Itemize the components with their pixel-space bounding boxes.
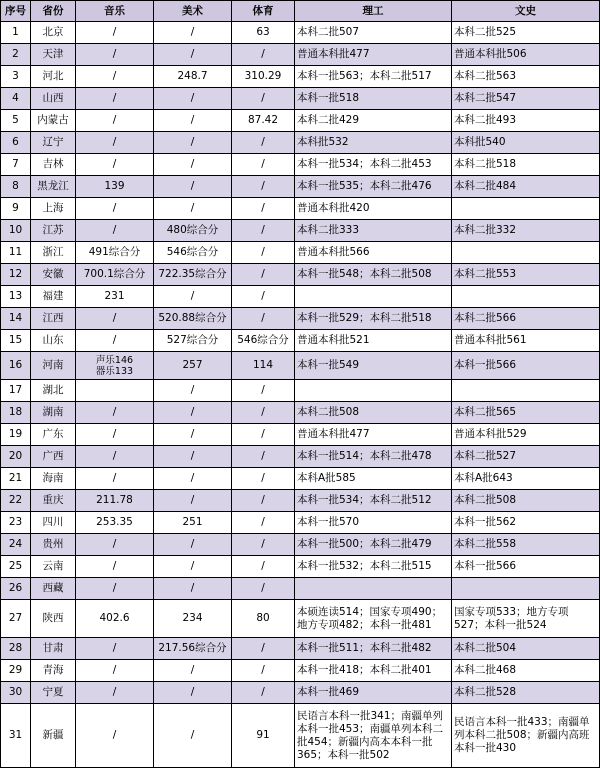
arts-cell: 本科一批562 [452, 512, 600, 534]
province-cell: 广东 [31, 424, 76, 446]
row-number: 1 [1, 22, 31, 44]
music-cell: / [76, 132, 154, 154]
pe-cell: / [232, 154, 295, 176]
province-cell: 四川 [31, 512, 76, 534]
science-cell: 本科一批535；本科二批476 [295, 176, 452, 198]
art-cell: / [154, 402, 232, 424]
row-number: 7 [1, 154, 31, 176]
table-row [1, 402, 600, 424]
province-cell: 海南 [31, 468, 76, 490]
arts-cell: 本科二批565 [452, 402, 600, 424]
arts-cell: 本科二批525 [452, 22, 600, 44]
arts-cell [452, 578, 600, 600]
pe-cell: / [232, 132, 295, 154]
province-cell: 内蒙古 [31, 110, 76, 132]
pe-cell: / [232, 660, 295, 682]
province-cell: 福建 [31, 286, 76, 308]
science-cell: 本科一批549 [295, 352, 452, 380]
table-row [1, 264, 600, 286]
table-row [1, 44, 600, 66]
music-cell: 211.78 [76, 490, 154, 512]
art-cell: 546综合分 [154, 242, 232, 264]
music-cell: / [76, 660, 154, 682]
science-cell: 本科一批469 [295, 682, 452, 704]
arts-cell: 本科二批493 [452, 110, 600, 132]
pe-cell: / [232, 638, 295, 660]
row-number: 19 [1, 424, 31, 446]
pe-cell: / [232, 308, 295, 330]
province-cell: 安徽 [31, 264, 76, 286]
table-row [1, 380, 600, 402]
science-cell: 本科二批429 [295, 110, 452, 132]
table-row [1, 352, 600, 380]
table-row [1, 22, 600, 44]
arts-cell: 本科二批563 [452, 66, 600, 88]
arts-cell [452, 286, 600, 308]
pe-cell: / [232, 198, 295, 220]
table-row [1, 424, 600, 446]
arts-cell: 本科二批504 [452, 638, 600, 660]
row-number: 22 [1, 490, 31, 512]
science-cell: 普通本科批521 [295, 330, 452, 352]
science-cell: 本科一批418；本科二批401 [295, 660, 452, 682]
row-number: 10 [1, 220, 31, 242]
arts-cell: 本科二批518 [452, 154, 600, 176]
province-cell: 黑龙江 [31, 176, 76, 198]
music-cell: / [76, 402, 154, 424]
header-music: 音乐 [76, 1, 154, 22]
province-cell: 辽宁 [31, 132, 76, 154]
header-pe: 体育 [232, 1, 295, 22]
province-cell: 吉林 [31, 154, 76, 176]
table-row [1, 660, 600, 682]
art-cell: / [154, 110, 232, 132]
art-cell: / [154, 286, 232, 308]
art-cell: / [154, 704, 232, 768]
pe-cell: / [232, 446, 295, 468]
music-cell: 139 [76, 176, 154, 198]
row-number: 15 [1, 330, 31, 352]
header-row [1, 1, 600, 22]
province-cell: 江苏 [31, 220, 76, 242]
pe-cell: / [232, 682, 295, 704]
table-row [1, 490, 600, 512]
arts-cell: 本科二批566 [452, 308, 600, 330]
science-cell: 本硕连读514；国家专项490；地方专项482；本科一批481 [295, 600, 452, 638]
music-cell [76, 380, 154, 402]
art-cell: / [154, 490, 232, 512]
province-cell: 甘肃 [31, 638, 76, 660]
music-cell: / [76, 424, 154, 446]
row-number: 14 [1, 308, 31, 330]
music-cell: / [76, 638, 154, 660]
province-cell: 西藏 [31, 578, 76, 600]
province-cell: 浙江 [31, 242, 76, 264]
music-cell: / [76, 682, 154, 704]
row-number: 31 [1, 704, 31, 768]
science-cell: 本科批532 [295, 132, 452, 154]
science-cell: 民语言本科一批341；南疆单列本科一批453；南疆单列本科二批454；新疆内高本本科一批365；本科一批502 [295, 704, 452, 768]
pe-cell: / [232, 424, 295, 446]
art-cell: / [154, 22, 232, 44]
pe-cell: / [232, 264, 295, 286]
row-number: 11 [1, 242, 31, 264]
table-row [1, 704, 600, 768]
art-cell: / [154, 556, 232, 578]
science-cell: 普通本科批477 [295, 44, 452, 66]
art-cell: / [154, 682, 232, 704]
science-cell: 本科二批507 [295, 22, 452, 44]
pe-cell: 114 [232, 352, 295, 380]
header-province: 省份 [31, 1, 76, 22]
music-cell: / [76, 22, 154, 44]
music-cell: / [76, 88, 154, 110]
art-cell: / [154, 578, 232, 600]
arts-cell: 本科一批566 [452, 556, 600, 578]
table-row [1, 176, 600, 198]
music-cell: 700.1综合分 [76, 264, 154, 286]
row-number: 13 [1, 286, 31, 308]
pe-cell: 87.42 [232, 110, 295, 132]
music-cell: / [76, 468, 154, 490]
art-cell: / [154, 534, 232, 556]
art-cell: 527综合分 [154, 330, 232, 352]
row-number: 6 [1, 132, 31, 154]
science-cell [295, 578, 452, 600]
art-cell: / [154, 446, 232, 468]
arts-cell: 本科二批527 [452, 446, 600, 468]
arts-cell [452, 242, 600, 264]
table-row [1, 242, 600, 264]
table-row [1, 534, 600, 556]
row-number: 9 [1, 198, 31, 220]
art-cell: 234 [154, 600, 232, 638]
table-row [1, 512, 600, 534]
pe-cell: / [232, 490, 295, 512]
music-cell: / [76, 446, 154, 468]
science-cell: 本科一批534；本科二批453 [295, 154, 452, 176]
music-cell: / [76, 154, 154, 176]
province-cell: 江西 [31, 308, 76, 330]
province-cell: 重庆 [31, 490, 76, 512]
music-cell: / [76, 534, 154, 556]
row-number: 8 [1, 176, 31, 198]
art-cell: / [154, 176, 232, 198]
arts-cell: 本科二批508 [452, 490, 600, 512]
arts-cell: 普通本科批506 [452, 44, 600, 66]
music-cell: / [76, 704, 154, 768]
arts-cell: 本科二批553 [452, 264, 600, 286]
science-cell: 普通本科批477 [295, 424, 452, 446]
arts-cell: 普通本科批529 [452, 424, 600, 446]
header-science: 理工 [295, 1, 452, 22]
province-cell: 北京 [31, 22, 76, 44]
pe-cell: / [232, 556, 295, 578]
arts-cell: 本科批540 [452, 132, 600, 154]
music-cell: / [76, 578, 154, 600]
art-cell: / [154, 132, 232, 154]
pe-cell: / [232, 380, 295, 402]
music-cell: 253.35 [76, 512, 154, 534]
table-row [1, 110, 600, 132]
pe-cell: 546综合分 [232, 330, 295, 352]
science-cell: 本科一批500；本科二批479 [295, 534, 452, 556]
art-cell: / [154, 424, 232, 446]
science-cell: 普通本科批566 [295, 242, 452, 264]
science-cell: 本科一批563；本科二批517 [295, 66, 452, 88]
arts-cell: 普通本科批561 [452, 330, 600, 352]
arts-cell: 民语言本科一批433；南疆单列本科二批508；新疆内高班本科一批430 [452, 704, 600, 768]
science-cell: 本科一批570 [295, 512, 452, 534]
province-cell: 湖南 [31, 402, 76, 424]
art-cell: 217.56综合分 [154, 638, 232, 660]
header-arts: 文史 [452, 1, 600, 22]
music-cell: / [76, 110, 154, 132]
arts-cell: 本科A批643 [452, 468, 600, 490]
arts-cell: 本科二批558 [452, 534, 600, 556]
row-number: 28 [1, 638, 31, 660]
row-number: 25 [1, 556, 31, 578]
table-row [1, 132, 600, 154]
pe-cell: 310.29 [232, 66, 295, 88]
pe-cell: 91 [232, 704, 295, 768]
row-number: 20 [1, 446, 31, 468]
art-cell: 722.35综合分 [154, 264, 232, 286]
science-cell: 本科一批548；本科二批508 [295, 264, 452, 286]
art-cell: / [154, 198, 232, 220]
science-cell: 本科二批508 [295, 402, 452, 424]
science-cell: 本科一批529；本科二批518 [295, 308, 452, 330]
table-body [1, 22, 600, 768]
row-number: 3 [1, 66, 31, 88]
music-cell: 231 [76, 286, 154, 308]
art-cell: 480综合分 [154, 220, 232, 242]
province-cell: 陕西 [31, 600, 76, 638]
row-number: 2 [1, 44, 31, 66]
art-cell: 251 [154, 512, 232, 534]
arts-cell [452, 198, 600, 220]
table-row [1, 682, 600, 704]
row-number: 17 [1, 380, 31, 402]
province-cell: 新疆 [31, 704, 76, 768]
table-row [1, 66, 600, 88]
table-row [1, 308, 600, 330]
table-row [1, 88, 600, 110]
table-row [1, 638, 600, 660]
art-cell: / [154, 154, 232, 176]
province-cell: 湖北 [31, 380, 76, 402]
art-cell: / [154, 660, 232, 682]
pe-cell: / [232, 468, 295, 490]
province-cell: 上海 [31, 198, 76, 220]
pe-cell: / [232, 220, 295, 242]
arts-cell: 本科二批484 [452, 176, 600, 198]
arts-cell: 本科一批566 [452, 352, 600, 380]
science-cell: 本科A批585 [295, 468, 452, 490]
science-cell: 本科二批333 [295, 220, 452, 242]
pe-cell: / [232, 176, 295, 198]
pe-cell: 63 [232, 22, 295, 44]
row-number: 21 [1, 468, 31, 490]
table-row [1, 220, 600, 242]
province-cell: 天津 [31, 44, 76, 66]
row-number: 4 [1, 88, 31, 110]
music-cell: 声乐146 器乐133 [76, 352, 154, 380]
table-row [1, 556, 600, 578]
art-cell: 520.88综合分 [154, 308, 232, 330]
header-no: 序号 [1, 1, 31, 22]
pe-cell: 80 [232, 600, 295, 638]
table-row [1, 286, 600, 308]
table-row [1, 600, 600, 638]
science-cell: 本科一批532；本科二批515 [295, 556, 452, 578]
table-row [1, 198, 600, 220]
music-cell: 402.6 [76, 600, 154, 638]
science-cell: 本科一批518 [295, 88, 452, 110]
pe-cell: / [232, 578, 295, 600]
header-art: 美术 [154, 1, 232, 22]
province-cell: 山东 [31, 330, 76, 352]
music-cell: / [76, 66, 154, 88]
music-cell: / [76, 220, 154, 242]
row-number: 23 [1, 512, 31, 534]
arts-cell: 本科二批468 [452, 660, 600, 682]
arts-cell: 本科二批332 [452, 220, 600, 242]
science-cell: 本科一批511；本科二批482 [295, 638, 452, 660]
pe-cell: / [232, 88, 295, 110]
music-cell: / [76, 308, 154, 330]
science-cell [295, 380, 452, 402]
music-cell: / [76, 198, 154, 220]
art-cell: 248.7 [154, 66, 232, 88]
music-cell: / [76, 44, 154, 66]
pe-cell: / [232, 286, 295, 308]
music-cell: / [76, 556, 154, 578]
province-cell: 宁夏 [31, 682, 76, 704]
province-cell: 河南 [31, 352, 76, 380]
pe-cell: / [232, 402, 295, 424]
province-cell: 云南 [31, 556, 76, 578]
table-row [1, 446, 600, 468]
province-cell: 青海 [31, 660, 76, 682]
science-cell [295, 286, 452, 308]
science-cell: 本科一批514；本科二批478 [295, 446, 452, 468]
science-cell: 普通本科批420 [295, 198, 452, 220]
province-cell: 河北 [31, 66, 76, 88]
row-number: 5 [1, 110, 31, 132]
row-number: 29 [1, 660, 31, 682]
table-row [1, 154, 600, 176]
science-cell: 本科一批534；本科二批512 [295, 490, 452, 512]
row-number: 26 [1, 578, 31, 600]
art-cell: / [154, 44, 232, 66]
arts-cell: 国家专项533；地方专项527；本科一批524 [452, 600, 600, 638]
row-number: 30 [1, 682, 31, 704]
arts-cell: 本科二批547 [452, 88, 600, 110]
province-cell: 贵州 [31, 534, 76, 556]
arts-cell: 本科二批528 [452, 682, 600, 704]
province-cell: 广西 [31, 446, 76, 468]
art-cell: 257 [154, 352, 232, 380]
pe-cell: / [232, 44, 295, 66]
table-row [1, 468, 600, 490]
pe-cell: / [232, 242, 295, 264]
province-cell: 山西 [31, 88, 76, 110]
music-cell: / [76, 330, 154, 352]
row-number: 24 [1, 534, 31, 556]
arts-cell [452, 380, 600, 402]
row-number: 16 [1, 352, 31, 380]
music-cell: 491综合分 [76, 242, 154, 264]
table-row [1, 578, 600, 600]
art-cell: / [154, 380, 232, 402]
row-number: 27 [1, 600, 31, 638]
art-cell: / [154, 468, 232, 490]
pe-cell: / [232, 534, 295, 556]
table-row [1, 330, 600, 352]
row-number: 18 [1, 402, 31, 424]
art-cell: / [154, 88, 232, 110]
row-number: 12 [1, 264, 31, 286]
pe-cell: / [232, 512, 295, 534]
